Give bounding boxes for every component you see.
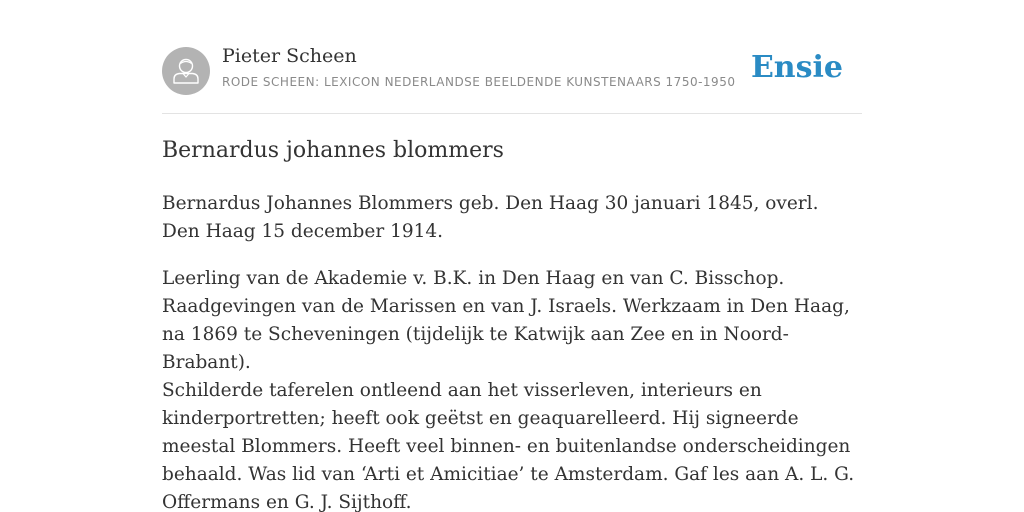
avatar[interactable] [162, 47, 210, 95]
user-icon [162, 47, 210, 95]
source-title[interactable]: RODE SCHEEN: LEXICON NEDERLANDSE BEELDENDE KUNSTENAARS 1750-1950 [222, 75, 736, 89]
article-paragraph-1: Bernardus Johannes Blommers geb. Den Haag 30 januari 1845, overl. Den Haag 15 december 1914. [162, 193, 819, 242]
article-paragraph-3: Schilderde taferelen ontleend aan het visserleven, interieurs en kinderportretten; heeft ook geëtst en geaquarelleerd. Hij signeerde meestal Blommers. Heeft veel binnen- en buitenlandse onderscheidingen behaald. Was lid van ‘Arti et Amicitiae’ te Amsterdam. Gaf les aan A. L. G. Offermans en G. J. Sijthoff. [162, 380, 855, 512]
author-name[interactable]: Pieter Scheen [222, 45, 357, 67]
header [162, 0, 862, 114]
brand-logo[interactable]: Ensie [750, 50, 843, 85]
content-column [162, 0, 862, 512]
article-title: Bernardus johannes blommers [162, 138, 504, 163]
article-paragraph-2: Leerling van de Akademie v. B.K. in Den Haag en van C. Bisschop. Raadgevingen van de Marissen en van J. Israels. Werkzaam in Den Haag, na 1869 te Scheveningen (tijdelijk te Katwijk aan Zee en in Noord-Brabant). [162, 268, 850, 373]
